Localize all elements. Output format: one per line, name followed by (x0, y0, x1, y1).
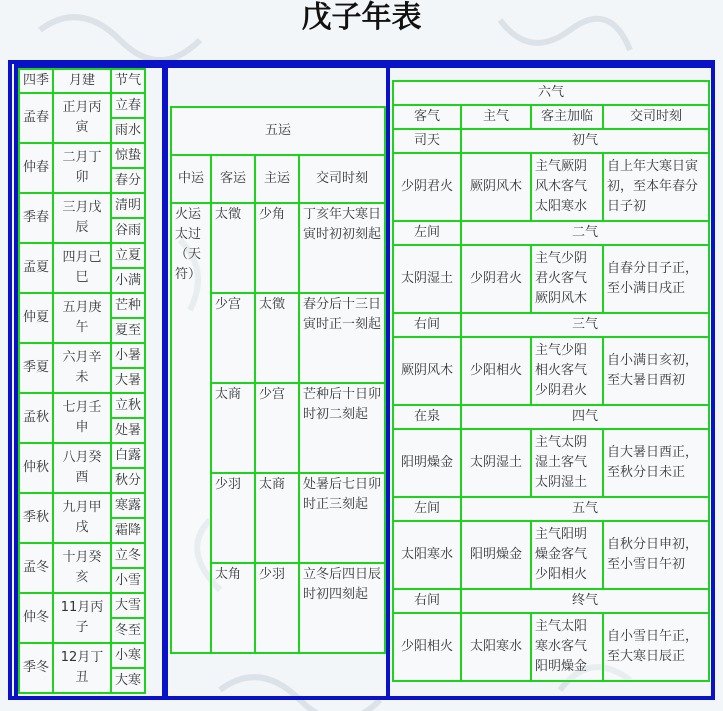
solar-term-cell: 惊蛰 (111, 143, 145, 168)
table-row (393, 221, 709, 245)
table-title-row (393, 81, 709, 105)
table-row (393, 613, 709, 681)
zhuqi-cell: 少阳相火 (461, 337, 531, 405)
table-row (393, 589, 709, 613)
solar-term-cell: 小暑 (111, 343, 145, 368)
zhuqi-cell: 太阳寒水 (461, 613, 531, 681)
position-label-cell: 司天 (393, 129, 461, 153)
time-cell: 自上年大寒日寅初，至本年春分日子初 (603, 153, 709, 221)
solar-term-cell: 大寒 (111, 668, 145, 693)
wuyun-table (170, 106, 386, 654)
table-row (19, 493, 145, 518)
column-header: 主气 (461, 105, 531, 129)
keqi-cell: 太阴湿土 (393, 245, 461, 313)
table-row (19, 93, 145, 118)
keqi-cell: 少阴君火 (393, 153, 461, 221)
season-cell: 仲秋 (19, 443, 53, 493)
zhuyun-cell: 太商 (255, 473, 299, 563)
keyun-cell: 太商 (211, 383, 255, 473)
table-row (19, 543, 145, 568)
position-label-cell: 右间 (393, 589, 461, 613)
table-row (393, 405, 709, 429)
solar-term-cell: 立秋 (111, 393, 145, 418)
column-header: 交司时刻 (299, 155, 385, 203)
stage-cell: 二气 (461, 221, 709, 245)
table-row (393, 429, 709, 497)
jialin-cell: 主气阳明燥金客气少阳相火 (531, 521, 603, 589)
month-cell: 九月甲戌 (53, 493, 111, 543)
season-cell: 仲春 (19, 143, 53, 193)
column-header: 中运 (171, 155, 211, 203)
solar-term-cell: 立夏 (111, 243, 145, 268)
keqi-cell: 太阳寒水 (393, 521, 461, 589)
keqi-cell: 厥阴风木 (393, 337, 461, 405)
solar-term-cell: 秋分 (111, 468, 145, 493)
season-cell: 孟冬 (19, 543, 53, 593)
season-cell: 季冬 (19, 643, 53, 693)
table-row (393, 313, 709, 337)
zhuqi-cell: 阳明燥金 (461, 521, 531, 589)
table-row (19, 193, 145, 218)
zhuyun-cell: 少宫 (255, 383, 299, 473)
time-cell: 自大暑日酉正，至秋分日未正 (603, 429, 709, 497)
season-cell: 季秋 (19, 493, 53, 543)
solar-term-cell: 清明 (111, 193, 145, 218)
column-header: 客气 (393, 105, 461, 129)
table-header-row (171, 155, 385, 203)
column-header: 交司时刻 (603, 105, 709, 129)
zhongyun-cell: 火运太过（天符） (171, 203, 211, 653)
keyun-cell: 少羽 (211, 473, 255, 563)
month-cell: 正月丙寅 (53, 93, 111, 143)
month-cell: 十月癸亥 (53, 543, 111, 593)
jialin-cell: 主气太阳寒水客气阳明燥金 (531, 613, 603, 681)
liuqi-table (392, 80, 710, 682)
keqi-cell: 阳明燥金 (393, 429, 461, 497)
table-title-row (171, 107, 385, 155)
position-label-cell: 右间 (393, 313, 461, 337)
month-cell: 五月庚午 (53, 293, 111, 343)
solar-term-cell: 立春 (111, 93, 145, 118)
position-label-cell: 左间 (393, 221, 461, 245)
table-header-row (19, 69, 145, 93)
solar-term-cell: 芒种 (111, 293, 145, 318)
month-cell: 四月己巳 (53, 243, 111, 293)
column-header: 四季 (19, 69, 53, 93)
table-row (393, 521, 709, 589)
solar-term-cell: 夏至 (111, 318, 145, 343)
table-row (393, 497, 709, 521)
table-row (171, 203, 385, 293)
month-cell: 七月壬申 (53, 393, 111, 443)
stage-cell: 终气 (461, 589, 709, 613)
time-cell: 丁亥年大寒日寅时初初刻起 (299, 203, 385, 293)
season-cell: 季春 (19, 193, 53, 243)
solar-term-cell: 春分 (111, 168, 145, 193)
keyun-cell: 少宫 (211, 293, 255, 383)
jialin-cell: 主气厥阴风木客气太阳寒水 (531, 153, 603, 221)
month-cell: 六月辛未 (53, 343, 111, 393)
table-row (393, 245, 709, 313)
time-cell: 自春分日子正，至小满日戌正 (603, 245, 709, 313)
table-row (393, 129, 709, 153)
column-header: 主运 (255, 155, 299, 203)
liuqi-title: 六气 (393, 81, 709, 105)
season-cell: 仲冬 (19, 593, 53, 643)
keyun-cell: 太角 (211, 563, 255, 653)
position-label-cell: 在泉 (393, 405, 461, 429)
solar-term-cell: 立冬 (111, 543, 145, 568)
seasons-table (18, 68, 146, 694)
table-header-row (393, 105, 709, 129)
jialin-cell: 主气少阴君火客气厥阴风木 (531, 245, 603, 313)
stage-cell: 初气 (461, 129, 709, 153)
time-cell: 立冬后四日辰时初四刻起 (299, 563, 385, 653)
stage-cell: 三气 (461, 313, 709, 337)
solar-term-cell: 雨水 (111, 118, 145, 143)
solar-term-cell: 霜降 (111, 518, 145, 543)
stage-cell: 四气 (461, 405, 709, 429)
season-cell: 孟春 (19, 93, 53, 143)
table-row (393, 153, 709, 221)
solar-term-cell: 小寒 (111, 643, 145, 668)
season-cell: 仲夏 (19, 293, 53, 343)
zhuqi-cell: 少阴君火 (461, 245, 531, 313)
zhuyun-cell: 少羽 (255, 563, 299, 653)
season-cell: 孟秋 (19, 393, 53, 443)
wuyun-title: 五运 (171, 107, 385, 155)
zhuyun-cell: 太徵 (255, 293, 299, 383)
table-row (19, 593, 145, 618)
solar-term-cell: 白露 (111, 443, 145, 468)
solar-term-cell: 大雪 (111, 593, 145, 618)
table-row (19, 243, 145, 268)
time-cell: 自秋分日申初，至小雪日午初 (603, 521, 709, 589)
time-cell: 芒种后十日卯时初二刻起 (299, 383, 385, 473)
position-label-cell: 左间 (393, 497, 461, 521)
solar-term-cell: 小满 (111, 268, 145, 293)
solar-term-cell: 大暑 (111, 368, 145, 393)
table-row (19, 393, 145, 418)
zhuqi-cell: 厥阴风木 (461, 153, 531, 221)
solar-term-cell: 处暑 (111, 418, 145, 443)
table-row (19, 343, 145, 368)
solar-term-cell: 谷雨 (111, 218, 145, 243)
jialin-cell: 主气太阴湿土客气太阴湿土 (531, 429, 603, 497)
column-header: 客主加临 (531, 105, 603, 129)
table-row (19, 143, 145, 168)
column-header: 客运 (211, 155, 255, 203)
table-row (19, 643, 145, 668)
month-cell: 11月丙子 (53, 593, 111, 643)
month-cell: 二月丁卯 (53, 143, 111, 193)
table-row (19, 443, 145, 468)
zhuqi-cell: 太阴湿土 (461, 429, 531, 497)
stage-cell: 五气 (461, 497, 709, 521)
solar-term-cell: 寒露 (111, 493, 145, 518)
season-cell: 孟夏 (19, 243, 53, 293)
month-cell: 12月丁丑 (53, 643, 111, 693)
time-cell: 自小满日亥初，至大暑日酉初 (603, 337, 709, 405)
page-title: 戊子年表 (301, 0, 422, 35)
month-cell: 三月戊辰 (53, 193, 111, 243)
keqi-cell: 少阳相火 (393, 613, 461, 681)
time-cell: 自小雪日午正，至大寒日辰正 (603, 613, 709, 681)
column-header: 节气 (111, 69, 145, 93)
keyun-cell: 太徵 (211, 203, 255, 293)
solar-term-cell: 小雪 (111, 568, 145, 593)
jialin-cell: 主气少阳相火客气少阴君火 (531, 337, 603, 405)
time-cell: 处暑后七日卯时正三刻起 (299, 473, 385, 563)
table-row (393, 337, 709, 405)
solar-term-cell: 冬至 (111, 618, 145, 643)
time-cell: 春分后十三日寅时正一刻起 (299, 293, 385, 383)
month-cell: 八月癸酉 (53, 443, 111, 493)
column-header: 月建 (53, 69, 111, 93)
table-row (19, 293, 145, 318)
zhuyun-cell: 少角 (255, 203, 299, 293)
season-cell: 季夏 (19, 343, 53, 393)
